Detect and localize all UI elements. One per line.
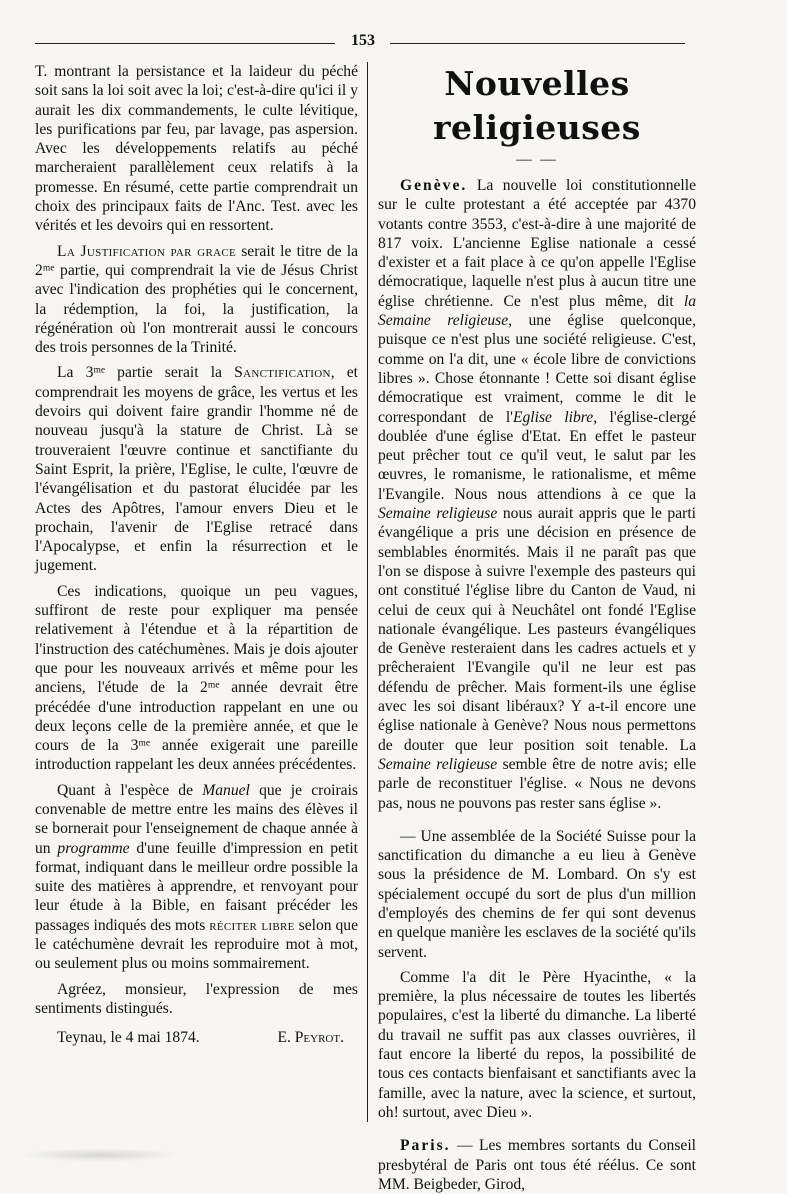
term-justification: La Justification par grace	[57, 242, 237, 260]
place-geneve: Genève.	[400, 177, 468, 194]
news-paris	[378, 1136, 696, 1194]
paragraph-manual-d: selon que le catéchumène devrait les reproduire mot à mot, ou seulement plus ou moins sommairement.	[35, 916, 358, 973]
news-societe-suisse: — Une assemblée de la Société Suisse pour la sanctification du dimanche a eu lieu à Genève sous la présidence de M. Lombard. On s'y est spécialement occupé du sort de plus d'un million d'employés des chemins de fer qui sont devenus en quelque manière les esclaves de la société qu'ils servent.	[378, 827, 696, 961]
header-rule-right	[390, 43, 685, 44]
paragraph-justification	[35, 242, 358, 358]
term-sanctification: Sanctification	[234, 364, 331, 382]
news-geneve-e: semble être de notre avis; elle parle de reconstituer l'église. « Nous ne devons pas, nous ne pouvons pas rester sans église ».	[378, 755, 696, 812]
term-manuel: Manuel	[202, 781, 250, 799]
page-header	[35, 32, 685, 52]
paragraph-manual	[35, 781, 358, 974]
paragraph-manual-b: que je croirais convenable de mettre entre les mains des élèves il se bornerait pour l'enseignement de chaque année à un	[35, 781, 358, 857]
paragraph-manual-a: Quant à l'espèce de	[57, 781, 203, 799]
paragraph-law-section: T. montrant la persistance et la laideur du péché soit sans la loi soit avec la loi; c'est-à-dire qu'ici il y aurait les dix commandements, le culte lévitique, les purifications par feu, par lavage, pas aspersion. Avec les développements relatifs au péché marcheraient parallèlement ceux relatifs à la promesse. En résumé, cette partie comprendrait un choix des principaux faits de l'Anc. Test. avec les vérités et les devoirs qui en ressortent.	[35, 63, 358, 235]
news-geneve-d: nous aurait appris que le parti évangélique a pris une décision en présence de semblables énormités. Mais il ne paraît pas que l'on se dispose à suivre l'exemple des pasteurs qui ont constitué l'église libre du Canton de Vaud, ni celui de ceux qui à Neuchâtel ont fondé l'Eglise nationale évangélique. Les pasteurs évangéliques de Genève resteraient dans les cadres actuels et y prêcheraient l'Evangile qu'il ne leur est pas défendu de prêcher. Mais forment-ils une église avec les soi disant libéraux? Y a-t-il encore une église nationale à Genève? Nous nous permettons de douter que leur position soit tenable. La	[378, 505, 696, 754]
right-column	[378, 62, 696, 1194]
header-rule-left	[35, 43, 335, 44]
paragraph-sanctification-text: , et comprendrait les moyens de grâce, les vertus et les devoirs qui doivent faire grandir l'homme né de nouveau jusqu'à la stature de Christ. Là se trouveraient l'œuvre continue et sanctifiante du Saint Esprit, la prière, l'Eglise, le culte, l'œuvre de l'évangélisation et du pastorat élucidée par les Actes des Apôtres, l'amour envers Dieu et le prochain, l'avenir de l'Eglise retracé dans l'Apocalypse, et enfin la résurrection et le jugement.	[35, 364, 358, 575]
paragraph-indications: Ces indications, quoique un peu vagues, suffiront de reste pour expliquer ma pensée relativement à l'étendue et à la répartition de l'instruction des catéchumènes. Mais je dois ajouter que pour les nouveaux arrivés et même pour les anciens, l'étude de la 2ᵐᵉ année devrait être précédée d'une introduction rappelant en une ou deux leçons celle de la première année, et que le cours de la 3ᵐᵉ année exigerait une pareille introduction rappelant les deux années précédentes.	[35, 582, 358, 774]
title-ornament: — —	[516, 151, 558, 168]
letter-date: Teynau, le 4 mai 1874.	[57, 1029, 200, 1047]
news-hyacinthe-quote: Comme l'a dit le Père Hyacinthe, « la première, la plus nécessaire de toutes les libertés populaires, c'est la liberté du dimanche. La liberté du travail ne suffit pas aux classes ouvrières, il faut encore la liberté du repos, la possibilité de tous ces contacts bienfaisant et sanctifiants avec la famille, avec la nature, avec la science, et surtout, oh! surtout, avec Dieu ».	[378, 968, 696, 1121]
ref-eglise-libre: Eglise libre	[512, 408, 594, 426]
left-column	[35, 62, 358, 1048]
letter-signature: E. Peyrot.	[277, 1029, 344, 1047]
paper-stain	[20, 1148, 180, 1162]
term-programme: programme	[57, 839, 130, 857]
ref-semaine-religieuse-2: Semaine religieuse	[378, 505, 498, 523]
paragraph-sanctification	[35, 363, 358, 575]
news-paris-text: — Les membres sortants du Conseil presbytéral de Paris ont tous été réélus. Ce sont MM. Beigbeder, Girod,	[378, 1137, 696, 1193]
news-geneve-c: , l'église-clergé doublée d'une église d'Etat. En effet le pasteur peut prêcher tout ce qu'il veut, le salut par les œuvres, le romanisme, le rationalisme, et même l'Evangile. Nous nous attendions à ce que la	[378, 408, 696, 503]
section-title: Nouvelles religieuses	[433, 64, 641, 147]
dateline	[35, 1028, 358, 1047]
place-paris: Paris.	[400, 1137, 451, 1155]
ref-semaine-religieuse-3: Semaine religieuse	[378, 755, 498, 773]
news-geneve	[378, 176, 696, 813]
paragraph-sanctification-intro: La 3ᵐᵉ partie serait la	[57, 364, 235, 382]
paragraph-justification-text: serait le titre de la 2ᵐᵉ partie, qui comprendrait la vie de Jésus Christ avec l'indication des prophéties qui le concernent, la rédemption, la foi, la justification, la régénération où l'on montrerait aussi le concours des trois personnes de la Trinité.	[35, 242, 358, 357]
ref-semaine-religieuse-1: la Semaine religieuse	[378, 292, 696, 330]
term-reciter-libre: réciter libre	[209, 916, 295, 934]
paragraph-closing: Agréez, monsieur, l'expression de mes sentiments distingués.	[35, 980, 358, 1017]
paragraph-manual-c: d'une feuille d'impression en petit format, indiquant dans le meilleur ordre possible la suite des matières à apprendre, et renvoyant pour leur étude à la Bible, en faisant précéder les passages indiqués des mots	[35, 839, 358, 934]
news-geneve-b: , une église quelconque, puisque ce n'est plus une société religieuse. C'est, comme on l'a dit, une « école libre de convictions libres ». Chose étonnante ! Cette soi disant église démocratique est vraiment, comme le dit le correspondant de l'	[378, 312, 696, 426]
page-number: 153	[351, 32, 375, 49]
news-geneve-a: La nouvelle loi constitutionnelle sur le culte protestant a été acceptée par 4370 votants contre 3553, c'est-à-dire à une majorité de 817 voix. L'ancienne Eglise nationale a cessé d'exister et a fait place à ce qu'on appelle l'Eglise démocratique, laquelle n'est plus à aucun titre une église chrétienne. Ce n'est plus même, dit	[378, 177, 696, 310]
column-divider	[367, 62, 368, 1122]
